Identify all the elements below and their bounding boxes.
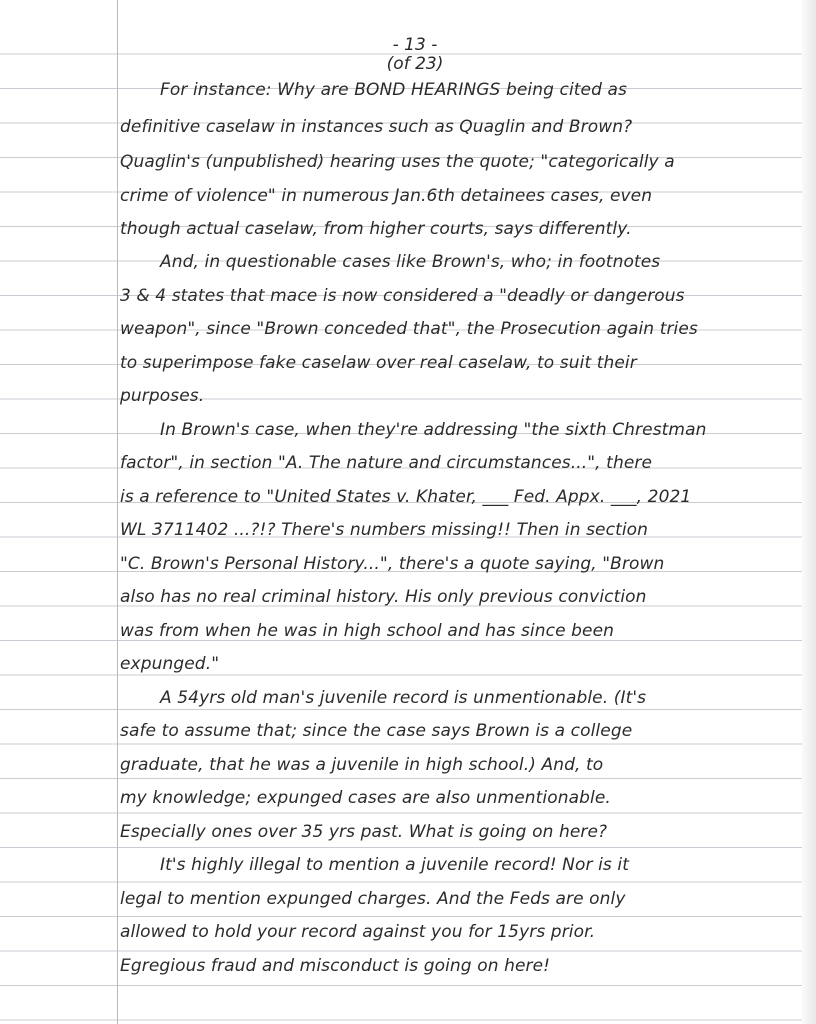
text-line: safe to assume that; since the case says Brown is a college (120, 721, 633, 741)
text-line: Egregious fraud and misconduct is going on here! (120, 956, 551, 976)
text-line: Quaglin's (unpublished) hearing uses the quote; "categorically a (120, 152, 675, 172)
text-line: A 54yrs old man's juvenile record is unmentionable. (It's (160, 688, 647, 708)
text-line: my knowledge; expunged cases are also unmentionable. (120, 788, 611, 808)
text-line: legal to mention expunged charges. And the Feds are only (120, 889, 626, 909)
text-line: WL 3711402 ...?!? There's numbers missing!! Then in section (120, 520, 649, 540)
text-line: factor", in section "A. The nature and circumstances...", there (120, 453, 653, 473)
text-line: also has no real criminal history. His only previous conviction (120, 587, 647, 607)
text-line: "C. Brown's Personal History...", there's a quote saying, "Brown (120, 554, 665, 574)
text-line: was from when he was in high school and has since been (120, 621, 615, 641)
text-line: crime of violence" in numerous Jan.6th detainees cases, even (120, 186, 653, 206)
text-line: In Brown's case, when they're addressing "the sixth Chrestman (160, 420, 707, 440)
text-line: And, in questionable cases like Brown's, who; in footnotes (160, 252, 661, 272)
text-line: Especially ones over 35 yrs past. What is going on here? (120, 822, 608, 842)
text-line: allowed to hold your record against you for 15yrs prior. (120, 922, 596, 942)
text-line: though actual caselaw, from higher courts, says differently. (120, 219, 632, 239)
text-line: 3 & 4 states that mace is now considered a "deadly or dangerous (120, 286, 685, 306)
text-line: It's highly illegal to mention a juvenile record! Nor is it (160, 855, 629, 875)
page-of-total: (of 23) (386, 54, 444, 74)
text-line: definitive caselaw in instances such as Quaglin and Brown? (120, 117, 633, 137)
text-line: graduate, that he was a juvenile in high school.) And, to (120, 755, 604, 775)
text-line: purposes. (120, 386, 205, 406)
page-number: - 13 - (392, 35, 438, 55)
text-line: expunged." (120, 654, 220, 674)
text-line: For instance: Why are BOND HEARINGS being cited as (160, 80, 627, 100)
text-line: is a reference to "United States v. Khater, ___ Fed. Appx. ___, 2021 (120, 487, 692, 507)
page-header (380, 36, 450, 74)
text-line: weapon", since "Brown conceded that", the Prosecution again tries (120, 319, 698, 339)
text-line: to superimpose fake caselaw over real caselaw, to suit their (120, 353, 637, 373)
